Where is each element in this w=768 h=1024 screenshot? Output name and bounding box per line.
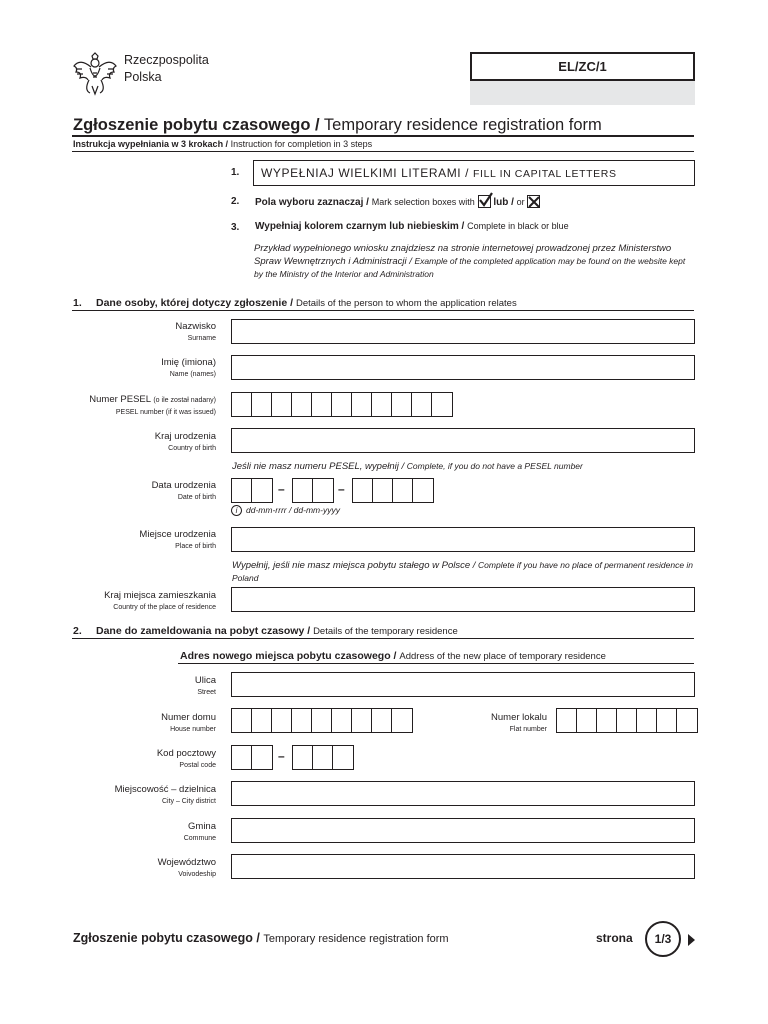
pesel-input[interactable] [231,392,453,417]
names-field[interactable] [231,355,695,380]
divider [72,135,694,137]
step-number: 1. [231,167,240,178]
country-name: Rzeczpospolita Polska [124,53,209,84]
date-separator: – [338,482,345,496]
postal-code-suffix-input[interactable] [292,745,354,770]
house-number-label: Numer domu House number [161,712,216,733]
no-residence-note: Wypełnij, jeśli nie masz miejsca pobytu stałego w Polsce / Complete if you have no place of permanent residence in Poland [232,560,694,583]
polish-eagle-emblem-icon [72,50,118,96]
dob-month-input[interactable] [292,478,334,503]
form-code: EL/ZC/1 [470,52,695,81]
street-label: Ulica Street [194,675,216,696]
next-page-arrow-icon[interactable] [688,934,695,946]
capital-letters-instruction: WYPEŁNIAJ WIELKIMI LITERAMI / FILL IN CAPITAL LETTERS [253,160,695,186]
surname-label: Nazwisko Surname [175,321,216,342]
example-note: Przykład wypełnionego wniosku znajdziesz na stronie internetowej prowadzonej przez Ministerstwo Spraw Wewnętrznych i Administracji / Example of the completed application may be found on the website kept by the Ministry of the Interior and Administration [254,243,686,279]
country-of-birth-field[interactable] [231,428,695,453]
street-field[interactable] [231,672,695,697]
place-of-birth-label: Miejsce urodzenia Place of birth [139,529,216,550]
section-2-heading: Dane do zameldowania na pobyt czasowy / Details of the temporary residence [96,625,458,637]
commune-field[interactable] [231,818,695,843]
house-number-input[interactable] [231,708,413,733]
page-number: 1/3 [645,921,681,957]
residence-country-field[interactable] [231,587,695,612]
country-of-birth-label: Kraj urodzenia Country of birth [154,431,216,452]
divider [72,310,694,311]
no-pesel-note: Jeśli nie masz numeru PESEL, wypełnij / Complete, if you do not have a PESEL number [232,461,583,472]
divider [178,663,694,664]
footer-title: Zgłoszenie pobytu czasowego / Temporary residence registration form [73,931,449,945]
address-subheading: Adres nowego miejsca pobytu czasowego / Address of the new place of temporary residence [180,650,606,662]
postal-separator: – [278,749,285,763]
flat-number-input[interactable] [556,708,698,733]
date-format-hint: i dd-mm-rrrr / dd-mm-yyyy [231,505,340,516]
commune-label: Gmina Commune [183,821,216,842]
section-1-heading: Dane osoby, której dotyczy zgłoszenie / Details of the person to whom the application relates [96,297,517,309]
ink-color-instruction: Wypełniaj kolorem czarnym lub niebieskim / Complete in black or blue [255,221,569,232]
flat-number-label: Numer lokalu Flat number [491,712,547,733]
city-field[interactable] [231,781,695,806]
instructions-heading: Instrukcja wypełniania w 3 krokach / Instruction for completion in 3 steps [73,139,373,149]
divider [72,638,694,639]
pesel-label: Numer PESEL (o ile został nadany) PESEL number (if it was issued) [89,394,216,416]
page-label: strona [596,931,633,945]
dob-day-input[interactable] [231,478,273,503]
section-1-number: 1. [73,297,82,309]
date-separator: – [278,482,285,496]
city-label: Miejscowość – dzielnica City – City district [114,784,216,805]
info-icon: i [231,505,242,516]
step-number: 2. [231,196,240,207]
x-mark-icon [527,195,540,208]
voivodeship-label: Województwo Voivodeship [157,857,216,878]
checkbox-instruction: Pola wyboru zaznaczaj / Mark selection boxes with lub / or [255,195,540,208]
residence-country-label: Kraj miejsca zamieszkania Country of the place of residence [104,590,216,611]
names-label: Imię (imiona) Name (names) [161,357,216,378]
dob-year-input[interactable] [352,478,434,503]
postal-code-prefix-input[interactable] [231,745,273,770]
date-of-birth-label: Data urodzenia Date of birth [151,480,216,501]
postal-code-label: Kod pocztowy Postal code [156,748,216,769]
form-code-box [470,52,695,105]
section-2-number: 2. [73,625,82,637]
page-title: Zgłoszenie pobytu czasowego / Temporary residence registration form [73,116,602,134]
surname-field[interactable] [231,319,695,344]
voivodeship-field[interactable] [231,854,695,879]
checkmark-icon [478,195,491,208]
divider [72,151,694,152]
place-of-birth-field[interactable] [231,527,695,552]
step-number: 3. [231,222,240,233]
